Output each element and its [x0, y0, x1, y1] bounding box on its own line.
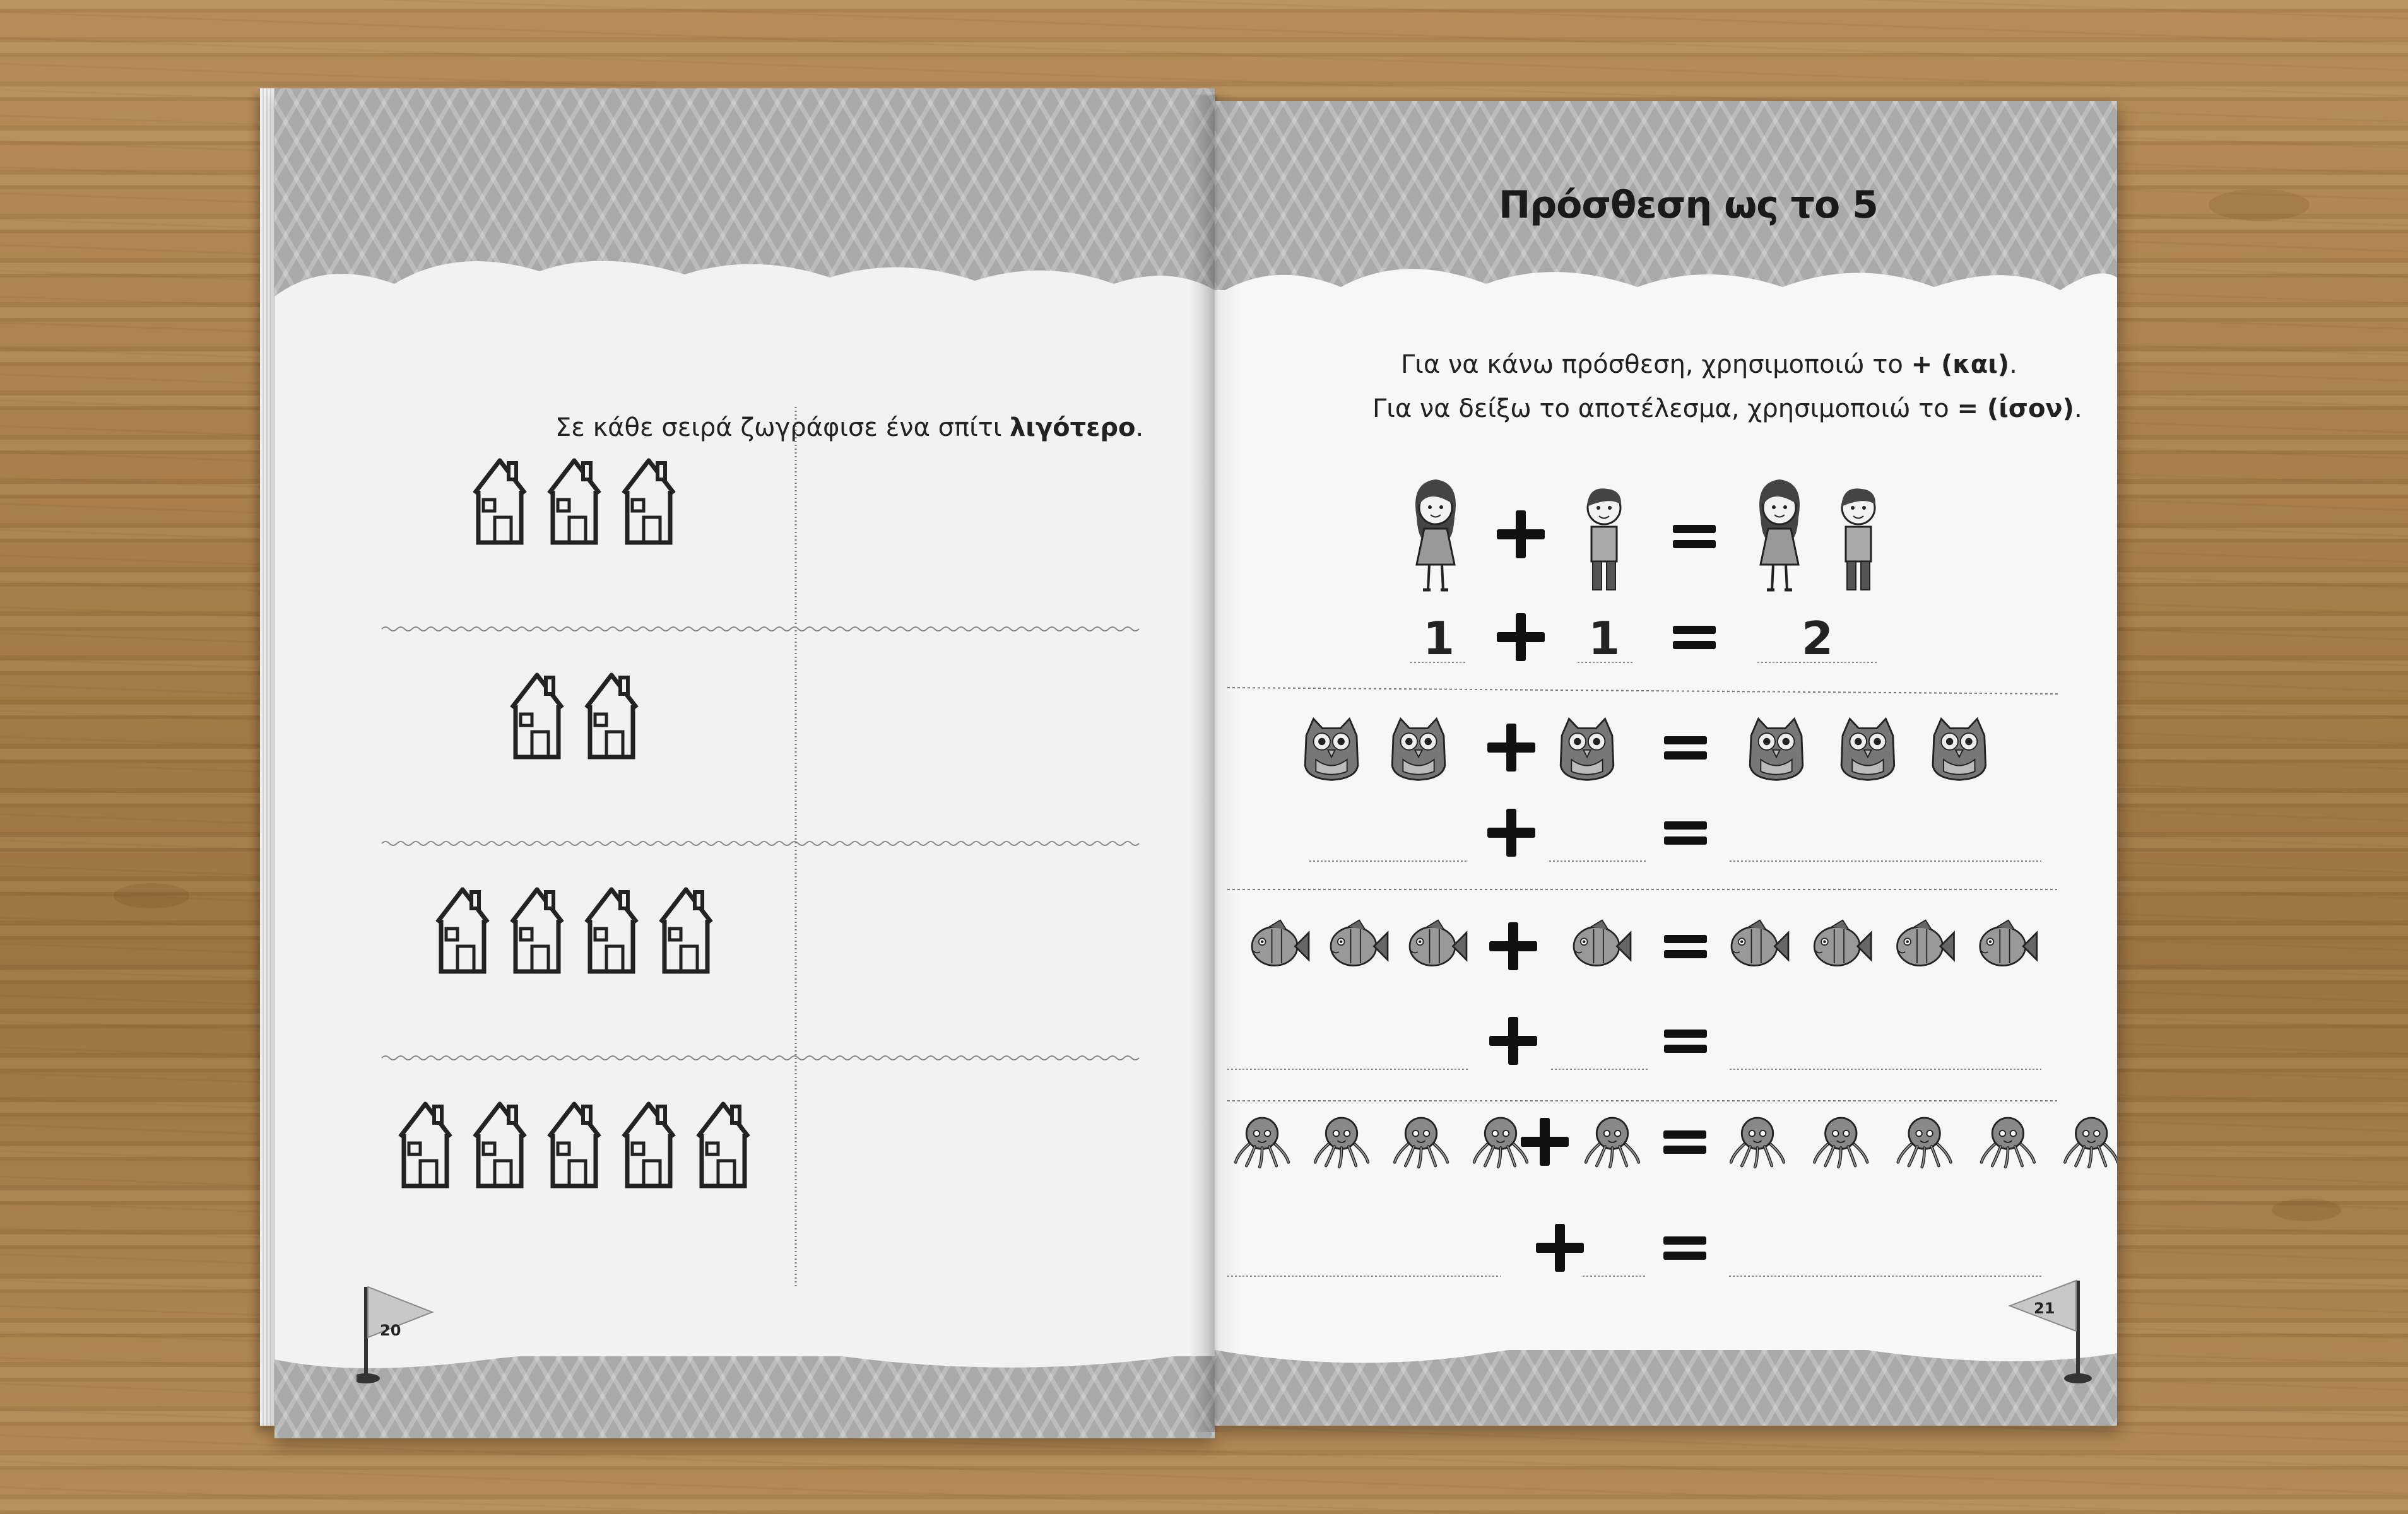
- octopus-icon: [1474, 1118, 1527, 1167]
- equals-sign: [1664, 1030, 1707, 1053]
- plus-sign: [1487, 809, 1535, 857]
- plus-sign: [1521, 1118, 1569, 1166]
- house-icon: [432, 883, 493, 978]
- equals-sign: [1664, 736, 1707, 760]
- owl-icon: [1750, 719, 1803, 780]
- equals-sign: [1664, 935, 1707, 958]
- equals-sign: [1673, 525, 1716, 548]
- owl-icon: [1561, 719, 1614, 780]
- fish-icon: [1814, 920, 1871, 966]
- addition-exercises: [1215, 101, 2117, 1426]
- fish-icon: [1331, 920, 1388, 966]
- house-icon: [618, 1098, 679, 1192]
- house-icon: [507, 669, 567, 763]
- book-gutter: [1189, 95, 1240, 1432]
- intro-line-2: Για να δείξω το αποτέλεσμα, χρησιμοποιώ το = (ίσον).: [1372, 394, 2082, 423]
- house-icon: [395, 1098, 456, 1192]
- plus-sign: [1489, 1017, 1537, 1065]
- right-page: [1215, 101, 2117, 1426]
- instruction: Σε κάθε σειρά ζωγράφισε ένα σπίτι λιγότερο.: [555, 413, 1144, 442]
- girl-icon: [1415, 479, 1456, 590]
- boy-icon: [1587, 488, 1621, 590]
- octopus-icon: [1315, 1118, 1368, 1167]
- house-icon: [656, 883, 716, 978]
- page-title: Πρόσθεση ως το 5: [1499, 183, 1878, 227]
- house-icon: [469, 1098, 530, 1192]
- row-divider: [1227, 688, 2060, 694]
- owl-icon: [1305, 719, 1358, 780]
- fish-icon: [1732, 920, 1788, 966]
- octopus-icon: [1898, 1118, 1951, 1167]
- house-icon: [618, 454, 679, 549]
- octopus-icon: [1586, 1118, 1639, 1167]
- plus-sign: [1497, 613, 1545, 661]
- left-page: [274, 88, 1215, 1438]
- equals-sign: [1663, 1236, 1706, 1260]
- owl-icon: [1933, 719, 1986, 780]
- fish-icon: [1410, 920, 1467, 966]
- page-number: 21: [2034, 1300, 2055, 1317]
- owl-icon: [1841, 719, 1894, 780]
- intro-line-1: Για να κάνω πρόσθεση, χρησιμοποιώ το + (και).: [1401, 350, 2017, 379]
- owl-icon: [1392, 719, 1445, 780]
- octopus-icon: [1395, 1118, 1448, 1167]
- house-icon: [544, 1098, 605, 1192]
- fish-icon: [1980, 920, 2037, 966]
- example-addend-b: 1: [1588, 612, 1620, 665]
- house-rows: [274, 88, 796, 1438]
- octopus-icon: [2065, 1118, 2117, 1167]
- fish-icon: [1574, 920, 1631, 966]
- fish-icon: [1252, 920, 1309, 966]
- plus-sign: [1536, 1224, 1584, 1272]
- flag-icon: [1997, 1274, 2092, 1388]
- equals-sign: [1664, 821, 1707, 845]
- example-addend-a: 1: [1422, 612, 1455, 665]
- footer-wave: [1215, 1318, 2117, 1382]
- house-icon: [544, 454, 605, 549]
- house-icon: [581, 669, 642, 763]
- page-number: 20: [380, 1322, 401, 1339]
- house-icon: [581, 883, 642, 978]
- equals-sign: [1673, 626, 1716, 649]
- girl-icon: [1759, 479, 1800, 590]
- equals-sign: [1663, 1130, 1706, 1154]
- example-sum: 2: [1801, 612, 1834, 665]
- octopus-icon: [1236, 1118, 1289, 1167]
- boy-icon: [1841, 488, 1875, 590]
- plus-sign: [1497, 510, 1545, 558]
- instruction-emphasis: λιγότερο: [1009, 413, 1136, 442]
- plus-sign: [1489, 922, 1537, 970]
- house-icon: [469, 454, 530, 549]
- octopus-icon: [1981, 1118, 2034, 1167]
- octopus-icon: [1815, 1118, 1868, 1167]
- octopus-icon: [1731, 1118, 1784, 1167]
- plus-sign: [1487, 724, 1535, 772]
- fish-icon: [1897, 920, 1954, 966]
- house-icon: [507, 883, 567, 978]
- house-icon: [693, 1098, 753, 1192]
